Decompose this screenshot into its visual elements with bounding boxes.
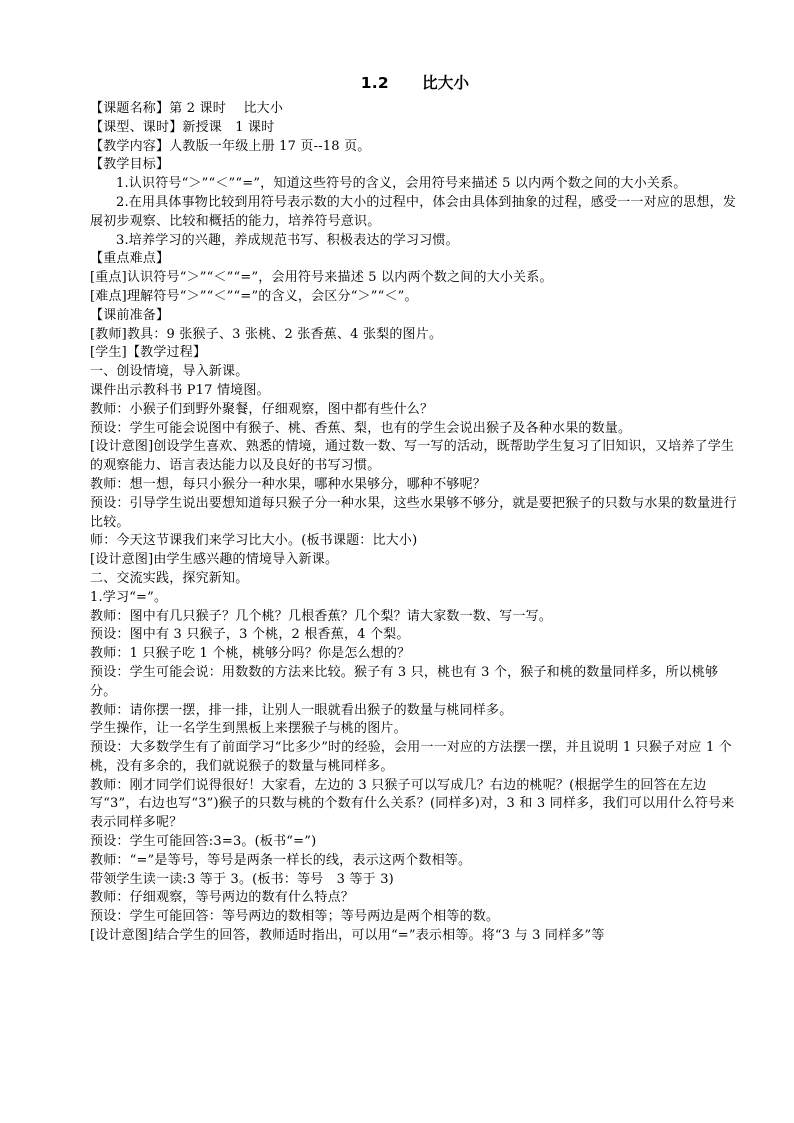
document-body [90, 100, 740, 946]
page-title: 1.2 比大小 [360, 74, 470, 92]
paragraph: 课件出示教科书 P17 情境图。 [90, 382, 270, 398]
paragraph: 教师：请你摆一摆，排一排，让别人一眼就看出猴子的数量与桃同样多。 [90, 702, 513, 718]
paragraph: 预设：图中有 3 只猴子，3 个桃，2 根香蕉，4 个梨。 [90, 627, 410, 643]
paragraph: 预设：学生可能会说图中有猴子、桃、香蕉、梨，也有的学生会说出猴子及各种水果的数量。 [90, 420, 632, 436]
paragraph: 教师：“=”是等号，等号是两条一样长的线，表示这两个数相等。 [90, 852, 472, 868]
paragraph: 预设：学生可能会说：用数数的方法来比较。猴子有 3 只，桃也有 3 个，猴子和桃的数量同样多，所以桃够分。 [90, 664, 719, 699]
paragraph: 1.认识符号“＞”“＜”“=”，知道这些符号的含义，会用符号来描述 5 以内两个数之间的大小关系。 [116, 176, 687, 192]
paragraph: 带领学生读一读:3 等于 3。(板书：等号 3 等于 3) [90, 871, 394, 887]
paragraph: 教师：小猴子们到野外聚餐，仔细观察，图中都有些什么？ [90, 401, 434, 417]
paragraph: [难点]理解符号“＞”“＜”“=”的含义，会区分“＞”“＜”。 [90, 288, 418, 304]
paragraph: 预设：大多数学生有了前面学习“比多少”时的经验，会用一一对应的方法摆一摆，并且说明 1 只猴子对应 1 个桃，没有多余的，我们就说猴子的数量与桃同样多。 [90, 740, 732, 774]
paragraph: 【课型、课时】新授课 1 课时 [90, 119, 275, 135]
paragraph: 【课前准备】 [90, 307, 170, 323]
paragraph: 【重点难点】 [90, 251, 170, 267]
paragraph: 预设：引导学生说出要想知道每只猴子分一种水果，这些水果够不够分，就是要把猴子的只数与水果的数量进行比较。 [90, 495, 737, 530]
paragraph: [设计意图]创设学生喜欢、熟悉的情境，通过数一数、写一写的活动，既帮助学生复习了旧知识，又培养了学生的观察能力、语言表达能力以及良好的书写习惯。 [90, 439, 735, 474]
paragraph: 教师：想一想，每只小猴分一种水果，哪种水果够分，哪种不够呢？ [90, 476, 487, 492]
paragraph: 2.在用具体事物比较到用符号表示数的大小的过程中，体会由具体到抽象的过程，感受一一对应的思想，发展初步观察、比较和概括的能力，培养符号意识。 [90, 194, 737, 229]
paragraph: 二、交流实践，探究新知。 [90, 570, 249, 586]
paragraph: 【教学内容】人教版一年级上册 17 页--18 页。 [90, 138, 371, 154]
paragraph: 教师：图中有几只猴子？几个桃？几根香蕉？几个梨？请大家数一数、写一写。 [90, 608, 553, 624]
paragraph: 1.学习“=”。 [90, 589, 168, 605]
paragraph: 教师：仔细观察，等号两边的数有什么特点？ [90, 890, 355, 906]
paragraph: [设计意图]由学生感兴趣的情境导入新课。 [90, 552, 339, 568]
paragraph: 师：今天这节课我们来学习比大小。(板书课题：比大小) [90, 533, 418, 549]
paragraph: [重点]认识符号“＞”“＜”“=”，会用符号来描述 5 以内两个数之间的大小关系。 [90, 270, 553, 286]
paragraph: 预设：学生可能回答:3=3。(板书“=”) [90, 834, 317, 850]
paragraph: 一、创设情境，导入新课。 [90, 364, 249, 380]
paragraph: 【教学目标】 [90, 157, 170, 173]
paragraph: 【课题名称】第 2 课时 比大小 [90, 101, 284, 116]
paragraph: [教师]教具：9 张猴子、3 张桃、2 张香蕉、4 张梨的图片。 [90, 326, 443, 342]
paragraph: 教师：1 只猴子吃 1 个桃，桃够分吗？你是怎么想的？ [90, 646, 411, 662]
document-page [90, 72, 740, 946]
paragraph: 教师：刚才同学们说得很好！大家看，左边的 3 只猴子可以写成几？右边的桃呢？(根据学生的回答在左边写“3”，右边也写“3”)猴子的只数与桃的个数有什么关系？(同样多)对，3 和 3 同样多，我们可以用什么符号来表示同样多呢？ [90, 777, 735, 831]
paragraph: 学生操作，让一名学生到黑板上来摆猴子与桃的图片。 [90, 721, 407, 737]
paragraph: [设计意图]结合学生的回答，教师适时指出，可以用“=”表示相等。将“3 与 3 同样多”等 [90, 928, 605, 944]
paragraph: [学生]【教学过程】 [90, 345, 207, 361]
paragraph: 预设：学生可能回答：等号两边的数相等；等号两边是两个相等的数。 [90, 909, 500, 925]
paragraph: 3.培养学习的兴趣，养成规范书写、积极表达的学习习惯。 [116, 232, 459, 248]
